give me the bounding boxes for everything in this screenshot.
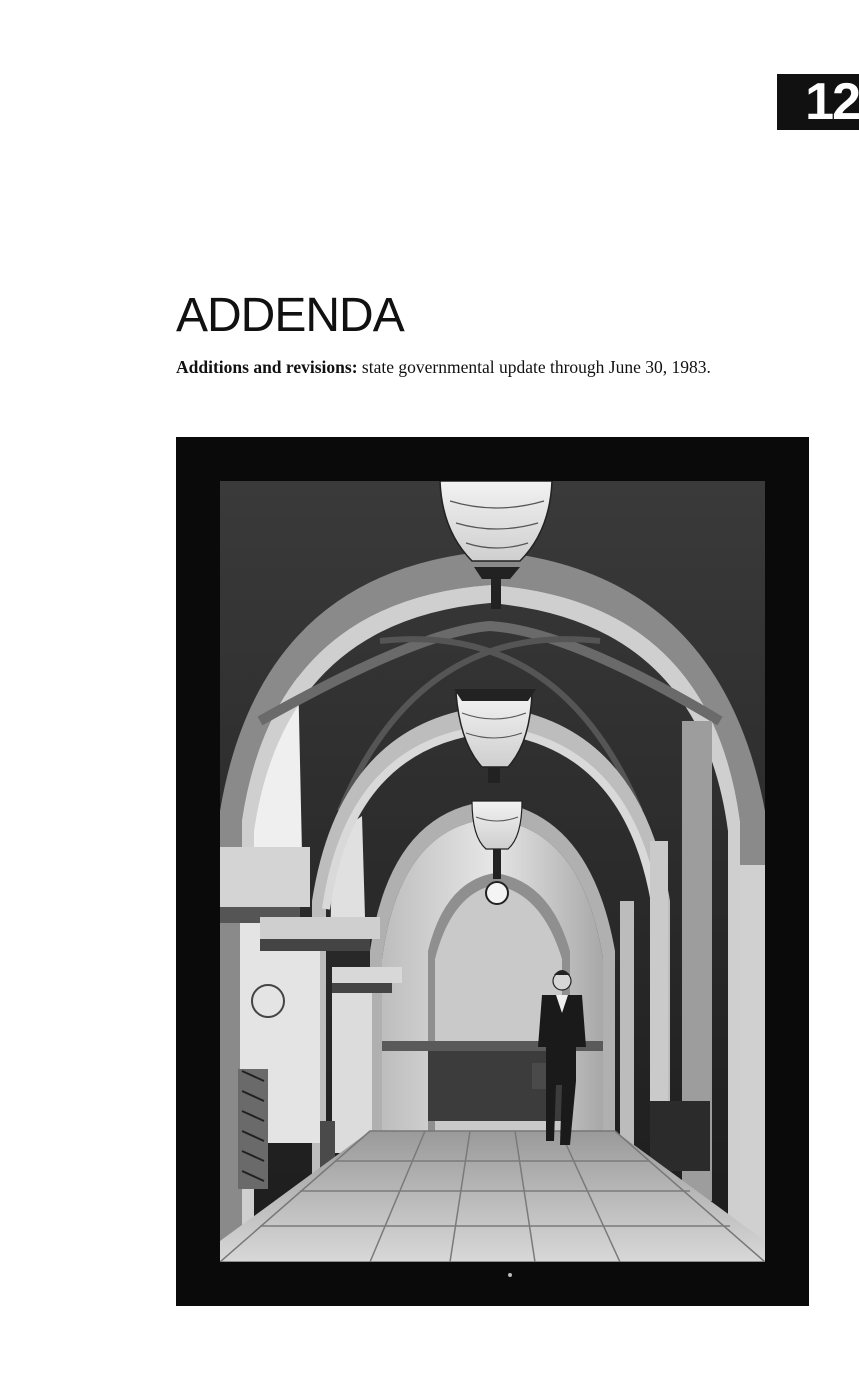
page-title: ADDENDA (176, 289, 404, 342)
subtitle-lead: Additions and revisions: (176, 357, 358, 377)
chapter-number: 12 (805, 74, 859, 130)
corridor-drawing (220, 481, 765, 1262)
corridor-illustration (176, 437, 809, 1306)
chapter-number-tab (777, 74, 859, 130)
frame-dot (508, 1273, 512, 1277)
page-subtitle (176, 356, 711, 378)
subtitle-text: state governmental update through June 30, 1983. (357, 357, 711, 377)
